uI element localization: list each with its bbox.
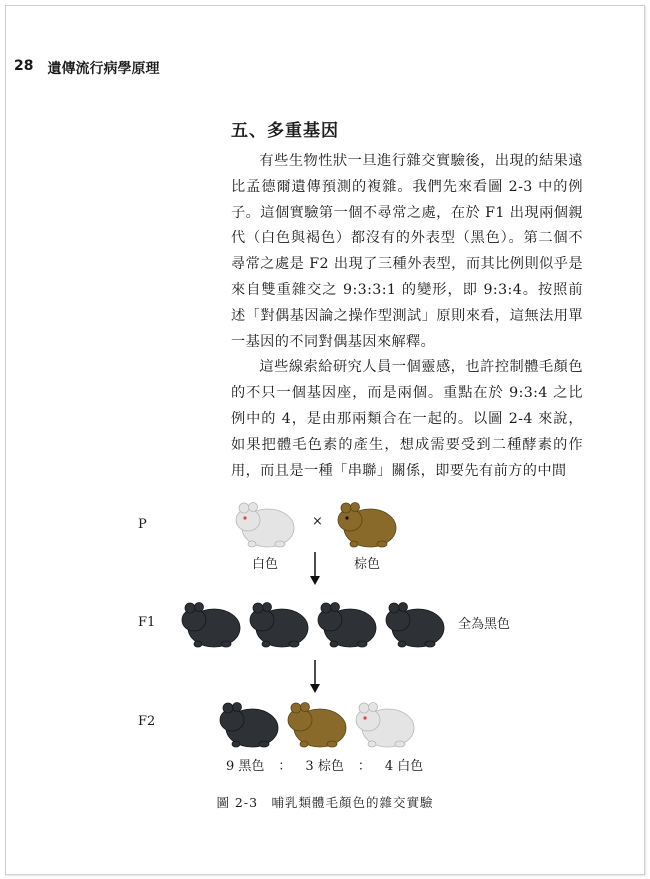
white-hamster-image (234, 494, 298, 550)
cross-experiment-figure (0, 480, 650, 820)
ratio-black: 9 黑色 (226, 759, 265, 774)
page-number: 28 (14, 58, 34, 74)
ratio-separator: ： (357, 759, 371, 774)
figure-caption: 圖 2-3 哺乳類體毛顏色的雜交實驗 (216, 795, 434, 810)
paragraph: 這些線索給研究人員一個靈感，也許控制體毛顏色的不只一個基因座，而是兩個。重點在於 9:3:4 之比例中的 4，是由那兩類合在一起的。以圖 2-4 來說，如果把體毛色素的產生，想成需要受到二種酵素的作用，而且是一種「串聯」關係，即要先有前方的中間 (231, 359, 583, 479)
book-title: 遺傳流行病學原理 (47, 61, 160, 77)
brown-hamster-image (286, 694, 350, 750)
label-white: 白色 (252, 557, 279, 572)
arrow-down-icon (309, 552, 321, 590)
black-hamster-image (316, 594, 380, 650)
arrow-down-icon (309, 660, 321, 698)
black-hamster-image (180, 594, 244, 650)
ratio-white: 4 白色 (384, 759, 424, 774)
ratio-separator: ： (278, 759, 292, 774)
body-text (231, 149, 583, 484)
cross-symbol: × (312, 514, 323, 529)
paragraph: 有些生物性狀一旦進行雜交實驗後，出現的結果遠比孟德爾遺傳預測的複雜。我們先來看圖 2-3 中的例子。這個實驗第一個不尋常之處，在於 F1 出現兩個親代（白色與褐色）都沒有的外表型（黑色）。第二個不尋常之處是 F2 出現了三種外表型，而其比例則似乎是來自雙重雜交之 9:3:3:1 的變形，即 9:3:4。按照前述「對偶基因論之操作型測試」原則來看，這無法用單一基因的不同對偶基因來解釋。 (231, 153, 583, 350)
generation-label-p: P (138, 517, 147, 532)
brown-hamster-image (336, 494, 400, 550)
label-all-black: 全為黑色 (458, 617, 511, 632)
black-hamster-image (384, 594, 448, 650)
black-hamster-image (248, 594, 312, 650)
section-title: 五、多重基因 (231, 121, 339, 141)
running-head (14, 58, 159, 78)
generation-label-f2: F2 (138, 714, 156, 729)
label-brown: 棕色 (354, 557, 381, 572)
black-hamster-image (218, 694, 282, 750)
ratio-brown: 3 棕色 (305, 759, 344, 774)
white-hamster-image (354, 694, 418, 750)
f2-ratio (226, 755, 423, 774)
generation-label-f1: F1 (138, 615, 156, 630)
